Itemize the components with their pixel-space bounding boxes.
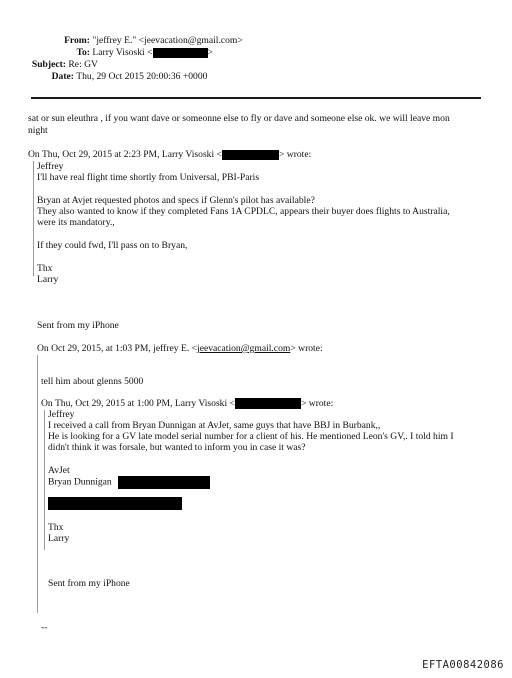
quote1-attribution: On Thu, Oct 29, 2015 at 2:23 PM, Larry Visoski < > wrote:: [28, 149, 312, 160]
quote3-bar: [44, 410, 45, 550]
quote1-p3: If they could fwd, I'll pass on to Bryan,: [37, 240, 188, 251]
quote2-body: tell him about glenns 5000: [41, 376, 144, 387]
email-link[interactable]: jeevacation@gmail.com: [197, 343, 291, 354]
header-from-row: [30, 35, 243, 47]
from-label: From:: [64, 35, 90, 46]
subject-label: Subject:: [31, 59, 66, 70]
subject-value: Re: GV: [68, 59, 98, 70]
to-value-suffix: >: [207, 47, 213, 58]
redaction-block: [153, 48, 208, 58]
header-subject-row: [30, 59, 98, 71]
reply-line-2: night: [28, 125, 48, 136]
quote2-bar: [37, 355, 38, 613]
from-value: "jeffrey E." <jeevacation@gmail.com>: [92, 35, 243, 46]
redaction-block: [222, 150, 279, 160]
header-to-row: [30, 47, 213, 59]
quote3-dashes: --: [41, 622, 48, 633]
quote3-contact-name: Bryan Dunnigan: [48, 476, 112, 488]
quote2-attribution: On Oct 29, 2015, at 1:03 PM, jeffrey E. <jeevacation@gmail.com> wrote:: [37, 343, 323, 354]
header-date-row: [30, 71, 207, 83]
quote3-greeting: Jeffrey: [48, 409, 75, 420]
quote1-greeting: Jeffrey: [37, 161, 64, 172]
quote1-sig-thx: Thx: [37, 263, 53, 274]
quote3-attribution: On Thu, Oct 29, 2015 at 1:00 PM, Larry Visoski < > wrote:: [41, 398, 334, 409]
redaction-block: [118, 476, 210, 489]
quote1-sent-from: Sent from my iPhone: [37, 320, 119, 331]
date-value: Thu, 29 Oct 2015 20:00:36 +0000: [76, 71, 208, 82]
quote3-company: AvJet: [48, 465, 70, 476]
quote1-sig-name: Larry: [37, 274, 59, 285]
document-id: EFTA00842086: [422, 659, 504, 671]
header-divider: [31, 97, 481, 99]
quote3-sent-from: Sent from my iPhone: [48, 578, 130, 589]
quote3-l3: didn't think it was forsale, but wanted to inform you in case it was?: [48, 442, 306, 453]
quote3-l1: I received a call from Bryan Dunnigan at AvJet, same guys that have BBJ in Burbank,,: [48, 420, 381, 431]
quote1-p1: I'll have real flight time shortly from Universal, PBI-Paris: [37, 172, 260, 183]
quote3-l2: He is looking for a GV late model serial number for a client of his. He mentioned Leon's GV,. I told him I: [48, 431, 454, 442]
redaction-block: [235, 398, 301, 409]
quote1-p2-l1: Bryan at Avjet requested photos and specs if Glenn's pilot has available?: [37, 195, 315, 206]
reply-line-1: sat or sun eleuthra , if you want dave or someonne else to fly or dave and someone else ok. we will leave mon: [28, 113, 450, 124]
redaction-block: [48, 497, 182, 510]
quote1-p2-l3: were its mandatory.,: [37, 217, 115, 228]
quote3-contact-row: [48, 476, 210, 489]
to-value-prefix: Larry Visoski <: [92, 47, 153, 58]
date-label: Date:: [51, 71, 74, 82]
quote1-p2-l2: They also wanted to know if they completed Fans 1A CPDLC, appears their buyer does flights to Australia,: [37, 206, 450, 217]
quote3-sig-name: Larry: [48, 533, 70, 544]
quote1-bar: [33, 161, 34, 276]
to-label: To:: [76, 47, 90, 58]
quote3-sig-thx: Thx: [48, 522, 64, 533]
